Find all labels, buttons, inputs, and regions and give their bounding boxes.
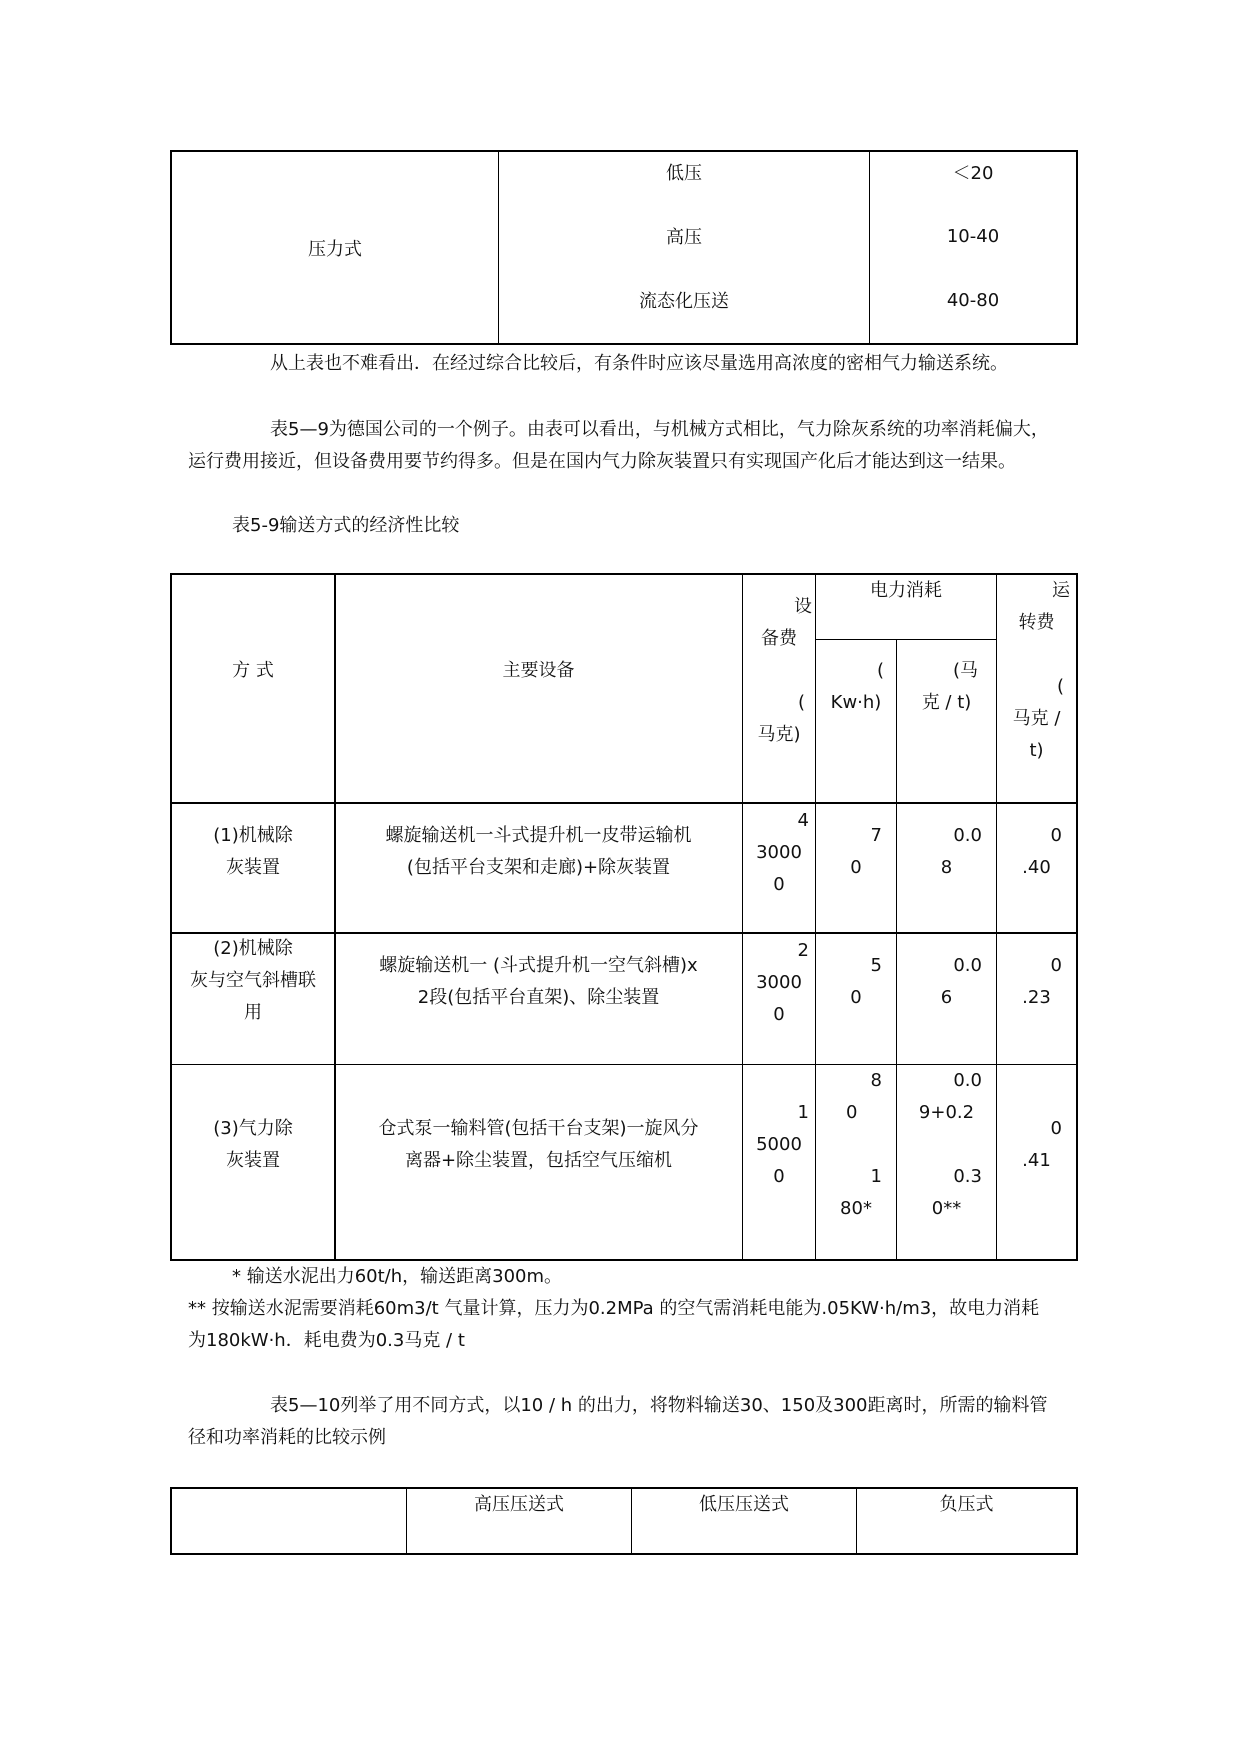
row3-mark: 9+0.2 <box>918 1102 975 1123</box>
row2-cost: 3000 <box>756 972 802 993</box>
table-cell: ＜20 <box>952 163 994 184</box>
row3-method: 灰装置 <box>226 1150 280 1171</box>
row1-cost: 0 <box>773 874 785 895</box>
header-run: 马克 / <box>1012 708 1061 729</box>
row2-mark: 0.0 <box>953 955 982 976</box>
row2-cost: 2 <box>797 940 809 961</box>
table-cell: 40-80 <box>946 289 1000 311</box>
row1-cost: 3000 <box>756 842 802 863</box>
row3-run: 0 <box>1050 1118 1062 1139</box>
row3-mark: 0.0 <box>953 1070 982 1091</box>
row3-run: .41 <box>1022 1150 1051 1171</box>
pressure-type-label: 压力式 <box>308 238 362 260</box>
table-divider <box>172 802 1076 804</box>
table-cell: 负压式 <box>939 1494 994 1515</box>
row2-run: 0 <box>1050 955 1062 976</box>
header-equipment: 主要设备 <box>502 660 575 681</box>
row3-kwh: 80* <box>840 1198 872 1219</box>
row3-kwh: 0 <box>846 1102 858 1123</box>
header-cost: ( <box>797 692 805 713</box>
table-cell: 低压 <box>666 163 702 184</box>
header-mark: (马 <box>952 660 978 681</box>
row3-kwh: 8 <box>870 1070 882 1091</box>
paragraph: 表5—9为德国公司的一个例子。由表可以看出，与机械方式相比，气力除灰系统的功率消耗偏大， <box>270 419 1049 440</box>
header-run: t) <box>1029 740 1044 761</box>
table-cell: 流态化压送 <box>639 291 729 312</box>
row1-equipment: 螺旋输送机一斗式提升机一皮带运输机 <box>385 825 692 846</box>
row3-kwh: 1 <box>870 1166 882 1187</box>
row1-run: .40 <box>1022 857 1051 878</box>
row1-method: 灰装置 <box>226 857 280 878</box>
row2-method: (2)机械除 <box>213 938 293 959</box>
row2-equipment: 螺旋输送机一 (斗式提升机一空气斜槽)x <box>379 955 698 976</box>
row3-cost: 5000 <box>756 1134 802 1155</box>
header-kwh: ( <box>876 660 884 681</box>
header-cost: 马克) <box>757 724 801 745</box>
row2-cost: 0 <box>773 1004 785 1025</box>
row3-equipment: 仓式泵一输料管(包括干台支架)一旋风分 <box>378 1118 699 1139</box>
row1-run: 0 <box>1050 825 1062 846</box>
footnote: ** 按输送水泥需要消耗60m3/t 气量计算，压力为0.2MPa 的空气需消耗电能为.05KW·h/m3，故电力消耗 <box>188 1298 1040 1319</box>
header-method: 方 式 <box>232 660 274 681</box>
row2-mark: 6 <box>940 987 953 1008</box>
row2-method: 灰与空气斜槽联 <box>190 970 316 991</box>
header-power: 电力消耗 <box>870 580 942 601</box>
table-cell: 高压压送式 <box>474 1494 564 1515</box>
row3-cost: 0 <box>773 1166 785 1187</box>
paragraph: 径和功率消耗的比较示例 <box>188 1427 386 1448</box>
row2-kwh: 5 <box>870 955 882 976</box>
header-run: ( <box>1056 676 1064 697</box>
footnote: 为180kW·h．耗电费为0.3马克 / t <box>188 1330 465 1351</box>
row1-kwh: 0 <box>850 857 862 878</box>
table-caption: 表5-9输送方式的经济性比较 <box>232 515 460 536</box>
table-divider <box>815 639 996 640</box>
row2-method: 用 <box>244 1002 262 1023</box>
row1-method: (1)机械除 <box>213 825 293 846</box>
row3-method: (3)气力除 <box>213 1118 293 1139</box>
header-run: 运 <box>1052 580 1070 601</box>
header-kwh: Kw·h) <box>830 692 882 713</box>
pressure-table <box>170 150 1078 345</box>
paragraph: 表5—10列举了用不同方式，以10 / h 的出力，将物料输送30、150及300距离时，所需的输料管 <box>270 1395 1048 1416</box>
economy-table <box>170 573 1078 1261</box>
table-cell: 10-40 <box>946 225 1000 247</box>
row3-cost: 1 <box>797 1102 809 1123</box>
header-run: 转费 <box>1018 612 1055 633</box>
row3-equipment: 离器+除尘装置，包括空气压缩机 <box>404 1150 673 1171</box>
header-cost: 设 <box>794 596 812 617</box>
row1-kwh: 7 <box>870 825 882 846</box>
table-cell: 高压 <box>666 227 702 248</box>
row2-run: .23 <box>1022 987 1051 1008</box>
table-cell: 低压压送式 <box>699 1494 789 1515</box>
paragraph: 从上表也不难看出．在经过综合比较后，有条件时应该尽量选用高浓度的密相气力输送系统。 <box>270 353 1008 374</box>
pipe-table <box>170 1487 1078 1555</box>
row2-equipment: 2段(包括平台直架)、除尘装置 <box>417 987 660 1008</box>
paragraph: 运行费用接近，但设备费用要节约得多。但是在国内气力除灰装置只有实现国产化后才能达到这一结果。 <box>188 451 1016 472</box>
row3-mark: 0** <box>931 1198 962 1219</box>
header-mark: 克 / t) <box>921 692 972 713</box>
row1-cost: 4 <box>797 810 809 831</box>
row1-mark: 8 <box>940 857 953 878</box>
row2-kwh: 0 <box>850 987 862 1008</box>
footnote: * 输送水泥出力60t/h，输送距离300m。 <box>232 1266 563 1287</box>
row1-mark: 0.0 <box>953 825 982 846</box>
row1-equipment: (包括平台支架和走廊)+除灰装置 <box>406 857 671 878</box>
header-cost: 备费 <box>761 628 797 649</box>
row3-mark: 0.3 <box>953 1166 982 1187</box>
